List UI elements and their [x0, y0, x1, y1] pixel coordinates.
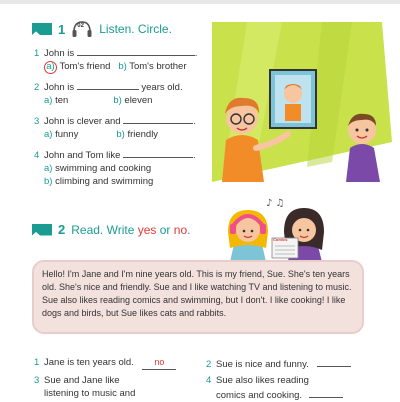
answer-field[interactable]: [309, 387, 343, 398]
question-1: 1 John is . a) Tom's friend b) Tom's brother: [34, 48, 198, 72]
statement-2: 2 Sue is nice and funny.: [206, 356, 351, 371]
answer-blank[interactable]: [123, 148, 193, 158]
exercise-flag-icon: [32, 224, 52, 236]
reading-text: Hello! I'm Jane and I'm nine years old. This is my friend, Sue. She's ten years old. She's nice and friendly. Sue and I like watching TV and listening to music. Sue also likes reading comics and swimming, but I don't. I like cooking! I like dogs and birds, but Sue likes cats and rabbits.: [42, 269, 352, 318]
answer-blank[interactable]: [123, 114, 193, 124]
exercise-2-title: Read. Write yes or no.: [71, 222, 191, 237]
girls-listening-illustration: [222, 192, 332, 262]
exercise-2-number: 2: [58, 222, 66, 237]
exercise-1-number: 1: [58, 21, 66, 37]
page-top-strip: [0, 0, 400, 4]
statement-1: 1 Jane is ten years old. no: [34, 356, 176, 370]
exercise-1-title: Listen. Circle.: [99, 22, 172, 36]
exercise-2-heading: [32, 222, 190, 237]
question-2: 2 John is years old. a) ten b) eleven: [34, 82, 183, 106]
svg-text:♪ ♫: ♪ ♫: [266, 198, 285, 209]
reading-text-box: [32, 260, 364, 334]
question-4: 4 John and Tom like . a) swimming and cooking b) climbing and swimming: [34, 150, 196, 187]
statement-4: 4 Sue also likes reading comics and cooking.: [206, 374, 343, 402]
answer-blank[interactable]: [77, 80, 139, 90]
question-3: 3 John is clever and . a) funny b) friendly: [34, 116, 196, 140]
answer-field[interactable]: no: [142, 356, 176, 370]
boys-in-room-illustration: [212, 22, 392, 182]
exercise-flag-icon: [32, 23, 52, 35]
statement-3: 3 Sue and Jane like listening to music and: [34, 375, 136, 399]
circled-option-a[interactable]: a): [44, 61, 57, 74]
newspaper-label: Comics: [273, 237, 288, 242]
exercise-1-heading: [32, 20, 172, 38]
answer-blank[interactable]: [77, 46, 195, 56]
audio-track-number: 02: [77, 23, 84, 29]
answer-field[interactable]: [317, 356, 351, 367]
headphones-icon: [71, 20, 93, 38]
